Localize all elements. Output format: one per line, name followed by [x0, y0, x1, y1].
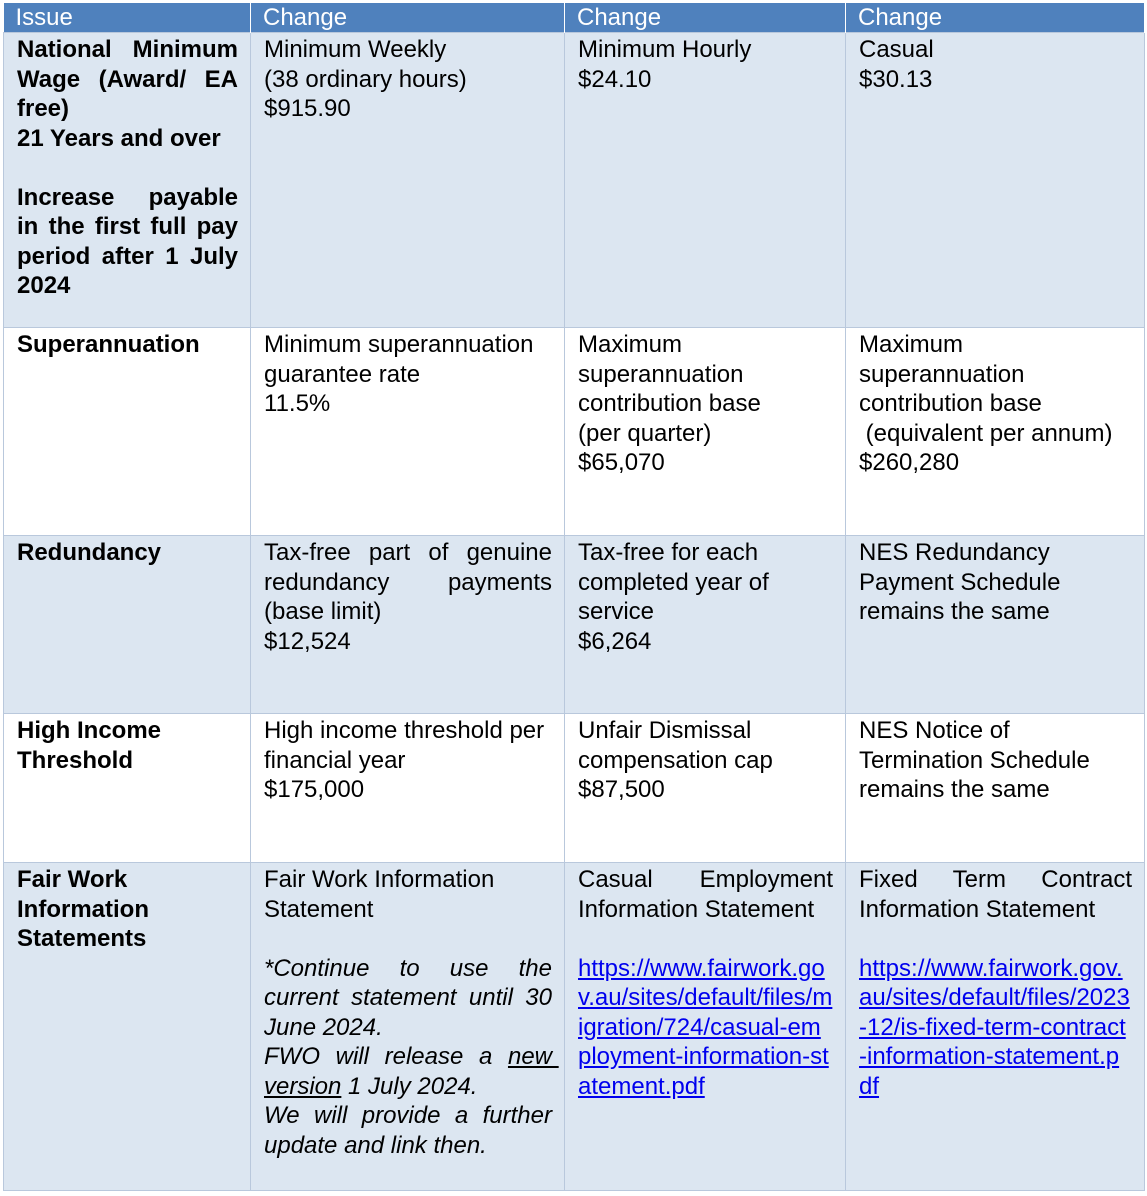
note-release — [264, 1042, 559, 1101]
cell-text: (equivalent per annum) — [859, 419, 1113, 447]
change-cell-2 — [565, 328, 846, 536]
header-issue: Issue — [4, 3, 251, 33]
change-cell-1 — [251, 328, 565, 536]
table-row-information-statements — [4, 863, 1145, 1191]
note-update: We will provide a further update and link then. — [264, 1102, 559, 1159]
cell-text: NES Notice of Termination Schedule remains the same — [859, 717, 1097, 803]
cell-text: NES Redundancy Payment Schedule remains the same — [859, 539, 1068, 625]
cell-value: $65,070 — [578, 449, 665, 476]
cell-text: (38 ordinary hours) — [264, 65, 467, 93]
wage-changes-table — [3, 3, 1145, 1191]
change-cell-3 — [846, 328, 1145, 536]
issue-cell — [4, 714, 251, 863]
issue-title: Redundancy — [17, 539, 162, 566]
issue-cell — [4, 536, 251, 714]
table-row-high-income — [4, 714, 1145, 863]
change-cell-3 — [846, 33, 1145, 328]
note-text: 1 July 2024. — [341, 1072, 478, 1100]
cell-value: $87,500 — [578, 776, 665, 803]
note-text: FWO will release a — [264, 1043, 508, 1070]
change-cell-2 — [565, 33, 846, 328]
cell-text: Maximum superannuation contribution base — [859, 331, 1042, 417]
issue-cell — [4, 33, 251, 328]
table-row-superannuation — [4, 328, 1145, 536]
note-continue: *Continue to use the current statement until 30 June 2024. — [264, 954, 559, 1041]
cell-text: Minimum Weekly — [264, 36, 447, 63]
cell-text: Tax-free for each completed year of service — [578, 539, 776, 625]
cell-text: Fixed Term Contract Information Statement — [859, 866, 1139, 923]
issue-title: Superannuation — [17, 331, 200, 358]
change-cell-1 — [251, 863, 565, 1191]
header-change-1: Change — [251, 3, 565, 33]
cell-text: Casual — [859, 36, 934, 63]
cell-value: $260,280 — [859, 449, 960, 476]
header-row — [4, 3, 1145, 33]
new-version-link[interactable]: new version — [264, 1043, 559, 1100]
cell-value: $175,000 — [264, 776, 365, 803]
cell-text: Tax-free part of genuine redundancy payments (base limit) — [264, 539, 559, 625]
issue-note: Increase payable in the first full pay period after 1 July 2024 — [17, 183, 245, 299]
cell-value: $30.13 — [859, 65, 933, 93]
table-row-minimum-wage — [4, 33, 1145, 328]
cell-value: $12,524 — [264, 627, 351, 655]
change-cell-1 — [251, 33, 565, 328]
issue-title: High Income Threshold — [17, 717, 168, 774]
cell-text: Minimum superannuation guarantee rate — [264, 331, 541, 388]
cell-value: $6,264 — [578, 627, 652, 655]
cell-text: Casual Employment Information Statement — [578, 866, 840, 923]
cell-value: 11.5% — [264, 390, 331, 417]
change-cell-2 — [565, 714, 846, 863]
change-cell-2 — [565, 863, 846, 1191]
casual-statement-link[interactable]: https://www.fairwork.gov.au/sites/default/files/migration/724/casual-employment-information-statement.pdf — [578, 954, 833, 1100]
cell-value: $915.90 — [264, 95, 351, 122]
cell-text: Unfair Dismissal compensation cap — [578, 717, 773, 774]
table-row-redundancy — [4, 536, 1145, 714]
cell-text: Maximum superannuation contribution base — [578, 331, 761, 417]
issue-subtitle: 21 Years and over — [17, 124, 221, 152]
cell-text: (per quarter) — [578, 419, 712, 447]
issue-cell — [4, 863, 251, 1191]
change-cell-3 — [846, 714, 1145, 863]
cell-text: High income threshold per financial year — [264, 717, 551, 774]
change-cell-1 — [251, 714, 565, 863]
change-cell-3 — [846, 536, 1145, 714]
cell-text: Minimum Hourly — [578, 36, 752, 63]
issue-title: National Minimum Wage (Award/ EA free) — [17, 36, 245, 122]
header-change-3: Change — [846, 3, 1145, 33]
change-cell-3 — [846, 863, 1145, 1191]
fixed-term-statement-link[interactable]: https://www.fairwork.gov.au/sites/default/files/2023-12/is-fixed-term-contract-information-statement.pdf — [859, 954, 1130, 1100]
header-change-2: Change — [565, 3, 846, 33]
issue-title: Fair Work Information Statements — [17, 866, 156, 952]
cell-text: Fair Work Information Statement — [264, 866, 501, 923]
cell-value: $24.10 — [578, 65, 652, 93]
change-cell-2 — [565, 536, 846, 714]
change-cell-1 — [251, 536, 565, 714]
issue-cell — [4, 328, 251, 536]
